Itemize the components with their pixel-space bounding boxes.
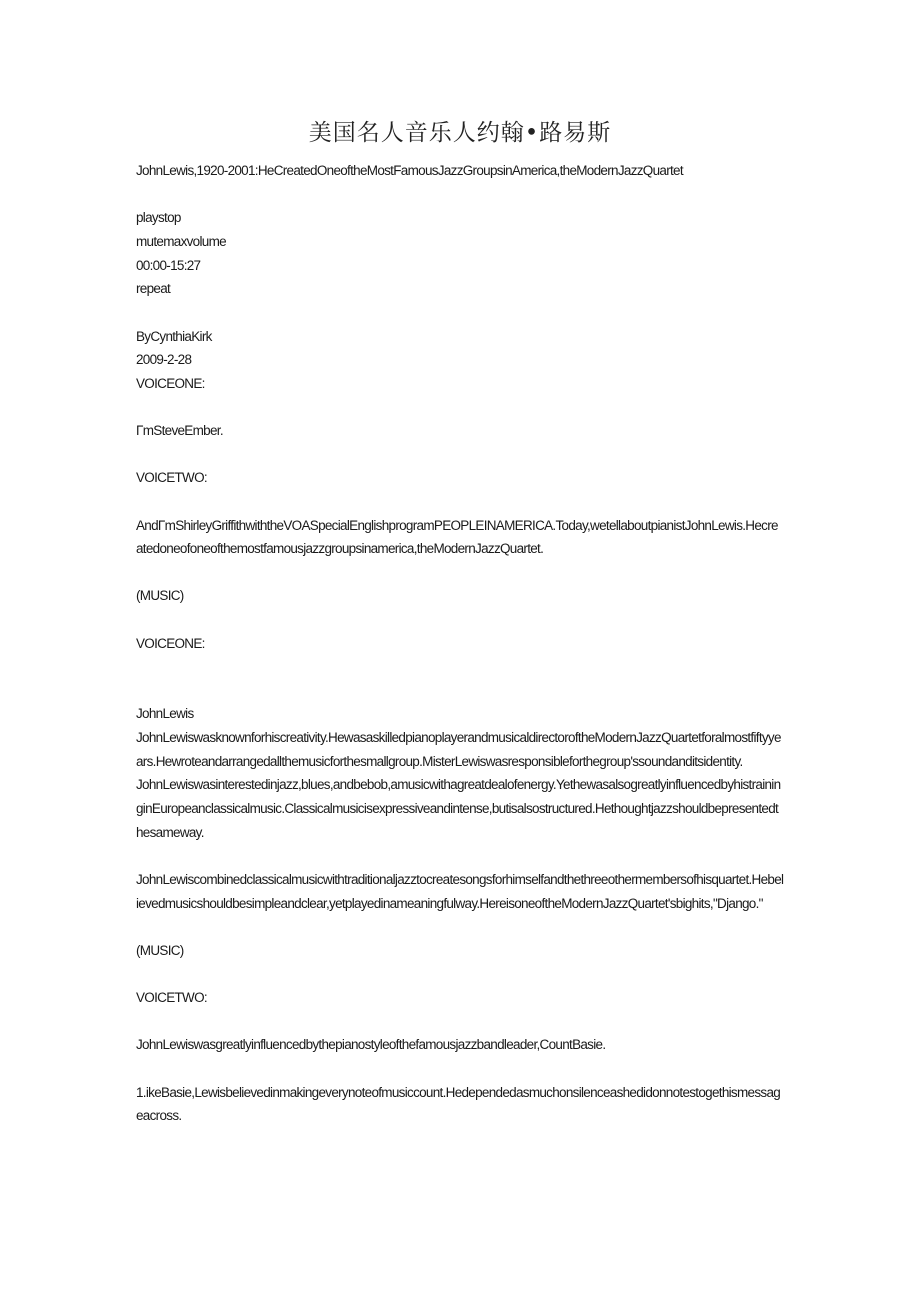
player-controls-volume: mutemaxvolume <box>136 233 226 249</box>
transcript-paragraph: 1.ikeBasie,Lewisbelievedinmakingeverynoteofmusiccount.Hedependedasmuchonsilenceashedidonnotestogethismessageacross. <box>136 1084 781 1124</box>
speaker-label: VOICETWO: <box>136 990 207 1006</box>
transcript-paragraph: JohnLewiswasinterestedinjazz,blues,andbebob,amusicwithagreatdealofenergy.YethewasalsogreatlyinfluencedbyhistraininginEuropeanclassicalmusic.Classicalmusicisexpressiveandintense,butisalsostructured.Hethoughtjazzshouldbepresentedthesameway. <box>136 777 781 840</box>
transcript-paragraph: AndΓmShirleyGriffithwiththeVOASpecialEnglishprogramPEOPLEINAMERICA.Today,wetellaboutpianistJohnLewis.Hecreatedoneofoneofthemostfamousjazzgroupsinamerica,theModernJazzQuartet. <box>136 517 778 557</box>
byline: ByCynthiaKirk <box>136 328 212 344</box>
transcript-line: ΓmSteveEmber. <box>136 423 223 439</box>
music-cue: (MUSIC) <box>136 588 184 604</box>
player-controls-play-stop: playstop <box>136 210 181 226</box>
player-repeat: repeat <box>136 281 171 297</box>
image-caption: JohnLewis <box>136 706 194 722</box>
subtitle: JohnLewis,1920-2001:HeCreatedOneoftheMostFamousJazzGroupsinAmerica,theModernJazzQuartet <box>136 163 683 178</box>
player-time: 00:00-15:27 <box>136 257 201 273</box>
speaker-label: VOICEONE: <box>136 375 205 391</box>
document-title: 美国名人音乐人约翰•路易斯 <box>308 120 612 146</box>
publish-date: 2009-2-28 <box>136 352 192 368</box>
transcript-paragraph: JohnLewiswasgreatlyinfluencedbythepianostyleofthefamousjazzbandleader,CountBasie. <box>136 1037 606 1053</box>
music-cue: (MUSIC) <box>136 942 184 958</box>
transcript-paragraph: JohnLewiscombinedclassicalmusicwithtraditionaljazztocreatesongsforhimselfandthethreeothermembersofhisquartet.Hebelievedmusicshouldbesimpleandclear,yetplayedinameaningfulway.HereisoneoftheModernJazzQuartet'sbighits,"Django." <box>136 872 784 911</box>
speaker-label: VOICEONE: <box>136 635 205 651</box>
speaker-label: VOICETWO: <box>136 470 207 486</box>
document-body <box>136 159 784 1128</box>
transcript-paragraph: JohnLewiswasknownforhiscreativity.HewasaskilledpianoplayerandmusicaldirectoroftheModernJazzQuartetforalmostfiftyyears.Hewroteandarrangedallthemusicforthesmallgroup.MisterLewiswasresponsibleforthegroup'ssoundanditsidentity. <box>136 730 781 769</box>
